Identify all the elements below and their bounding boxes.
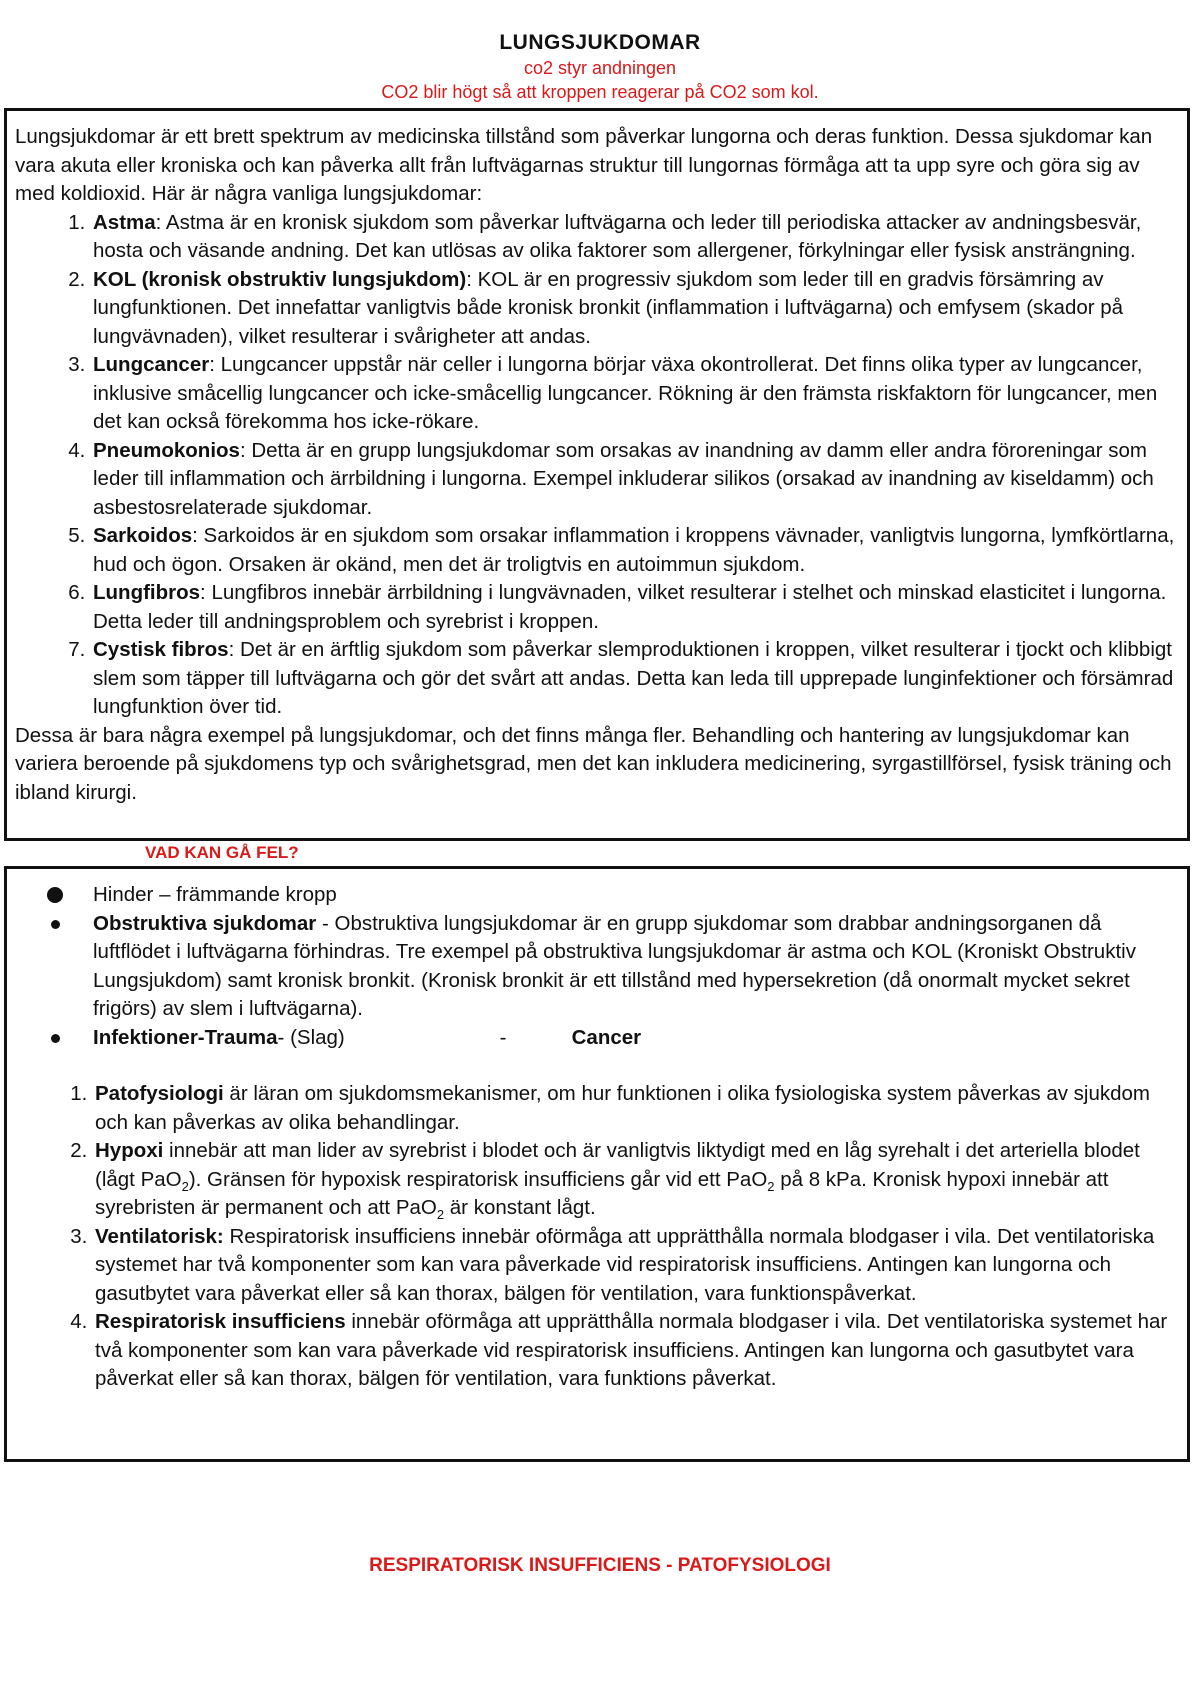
- item-text: Respiratorisk insufficiens innebär oförmåga att upprätthålla normala blodgaser i vila. Det ventilatoriska systemet har två komponenter som kan vara påverkade vid respiratorisk insufficiens. Antingen kan lungorna och gasutbytet vara påverkat eller så kan thorax, bälgen för ventilation, vara funktionspåverkat.: [95, 1224, 1155, 1305]
- bullet-item-categories: [93, 1024, 1179, 1053]
- list-item-patofysiologi: [93, 1080, 1179, 1137]
- item-term: Lungfibros: [93, 581, 201, 604]
- bullet-icon: [51, 1034, 60, 1043]
- list-item: [91, 266, 1179, 352]
- list-item-ventilatorisk: [93, 1223, 1179, 1309]
- item-term: Hypoxi: [95, 1139, 164, 1162]
- item-text: är läran om sjukdomsmekanismer, om hur funktionen i olika fysiologiska system påverkas av sjukdom och kan påverkas av olika behandlingar.: [95, 1082, 1151, 1134]
- document-header: [0, 30, 1200, 104]
- list-item: [91, 579, 1179, 636]
- subtitle-note-1: co2 styr andningen: [523, 58, 677, 78]
- item-text: : Det är en ärftlig sjukdom som påverkar slemproduktionen i kroppen, vilket resulterar i tjockt och klibbigt slem som täpper till luftvägarna och gör det svårt att andas. Detta kan leda till upprepade lunginfektioner och försämrad lungfunktion över tid.: [93, 638, 1174, 718]
- bullet-item-obstruktiva: [93, 910, 1179, 1024]
- list-item: [91, 437, 1179, 523]
- item-text: : Lungcancer uppstår när celler i lungorna börjar växa okontrollerat. Det finns olika typer av lungcancer, inklusive småcellig lungcancer och icke-småcellig lungcancer. Rökning är den främsta riskfaktorn för lungcancer, men det kan också förekomma hos icke-rökare.: [93, 353, 1158, 433]
- bullet-icon: [47, 887, 63, 903]
- footer-heading: RESPIRATORISK INSUFFICIENS - PATOFYSIOLOGI: [369, 1555, 831, 1576]
- item-term: Cystisk fibros: [93, 638, 229, 661]
- section-heading-vad-kan-ga-fel: VAD KAN GÅ FEL?: [145, 843, 299, 862]
- subtitle-note-2: CO2 blir högt så att kroppen reagerar på CO2 som kol.: [381, 82, 819, 102]
- item-text: : KOL är en progressiv sjukdom som leder till en gradvis försämring av lungfunktionen. Det innefattar vanligtvis både kronisk bronkit (inflammation i luftvägarna) och emfysem (skador på lungvävnaden), vilket resulterar i svårigheter att andas.: [93, 267, 1124, 348]
- intro-paragraph: Lungsjukdomar är ett brett spektrum av medicinska tillstånd som påverkar lungorna och deras funktion. Dessa sjukdomar kan vara akuta eller kroniska och kan påverka allt från luftvägarnas struktur till lungornas förmåga att ta upp syre och göra sig av med koldioxid. Här är några vanliga lungsjukdomar:: [15, 125, 1153, 205]
- item-term: Respiratorisk insufficiens: [95, 1310, 346, 1333]
- category-cancer: Cancer: [571, 1025, 642, 1049]
- item-text: : Astma är en kronisk sjukdom som påverkar luftvägarna och leder till periodiska attacker av andningsbesvär, hosta och väsande andning. Det kan utlösas av olika faktorer som allergener, förkylningar eller fysisk ansträngning.: [93, 210, 1142, 262]
- bullet-icon: [51, 920, 60, 929]
- item-term: Lungcancer: [93, 353, 210, 376]
- item-term: Astma: [93, 210, 156, 234]
- outro-paragraph: Dessa är bara några exempel på lungsjukdomar, och det finns många fler. Behandling och hantering av lungsjukdomar kan variera beroende på sjukdomens typ och svårighetsgrad, men det kan inkludera medicinering, syrgastillförsel, fysisk träning och ibland kirurgi.: [15, 723, 1172, 804]
- separator: -: [499, 1025, 507, 1049]
- bullet-text: Hinder – främmande kropp: [93, 883, 337, 906]
- item-text: är konstant lågt.: [444, 1196, 596, 1219]
- list-item: [91, 522, 1179, 579]
- list-item-hypoxi: [93, 1137, 1179, 1223]
- category-trauma-note: - (Slag): [277, 1025, 345, 1049]
- item-text: innebär oförmåga att upprätthålla normala blodgaser i vila. Det ventilatoriska systemet har två komponenter som kan vara påverkade vid respiratorisk insufficiens. Antingen kan lungorna och gasutbytet vara påverkat eller så kan thorax, bälgen för ventilation, vara funktions påverkat.: [95, 1310, 1168, 1390]
- what-can-go-wrong-box: [4, 866, 1190, 1462]
- item-text: ). Gränsen för hypoxisk respiratorisk insufficiens går vid ett PaO: [188, 1167, 768, 1191]
- bullet-list: [15, 881, 1179, 1052]
- category-trauma-wrap: [205, 1024, 500, 1053]
- item-text: : Lungfibros innebär ärrbildning i lungvävnaden, vilket resulterar i stelhet och minskad elasticitet i lungorna. Detta leder till andningsproblem och syrebrist i kroppen.: [93, 581, 1167, 633]
- bullet-term: Obstruktiva sjukdomar: [93, 911, 317, 935]
- item-text: : Sarkoidos är en sjukdom som orsakar inflammation i kroppens vävnader, vanligtvis lungorna, lymfkörtlarna, hud och ögon. Orsaken är okänd, men det är troligtvis en autoimmun sjukdom.: [93, 524, 1175, 576]
- item-term: Patofysiologi: [95, 1082, 224, 1105]
- category-infektioner: Infektioner: [93, 1025, 198, 1049]
- spacer: [15, 1052, 1179, 1080]
- item-text: på 8 kPa. Kronisk hypoxi innebär att syrebristen är permanent och att PaO: [95, 1167, 1109, 1219]
- list-item: [91, 209, 1179, 266]
- item-term: Ventilatorisk:: [95, 1224, 224, 1248]
- lung-diseases-box: [4, 108, 1190, 841]
- bullet-text: - Obstruktiva lungsjukdomar är en grupp sjukdomar som drabbar andningsorganen då luftflödet i luftvägarna förhindras. Tre exempel på obstruktiva lungsjukdomar är astma och KOL (Kroniskt Obstruktiv Lungsjukdom) samt kronisk bronkit. (Kronisk bronkit är ett tillstånd med hypersekretion (då onormalt mycket sekret frigörs) av slem i luftvägarna).: [93, 911, 1136, 1020]
- list-item: [91, 351, 1179, 437]
- item-term: Sarkoidos: [93, 524, 193, 547]
- disease-list: [15, 209, 1179, 722]
- subscript: 2: [436, 1207, 445, 1223]
- separator: -: [197, 1025, 205, 1049]
- category-trauma: Trauma: [204, 1025, 278, 1049]
- bullet-item-hinder: [93, 881, 1179, 910]
- item-term: KOL (kronisk obstruktiv lungsjukdom): [93, 267, 467, 291]
- item-term: Pneumokonios: [93, 438, 240, 462]
- subscript: 2: [181, 1178, 189, 1194]
- subscript: 2: [767, 1178, 775, 1194]
- list-item: [91, 636, 1179, 722]
- patho-list: [15, 1080, 1179, 1394]
- item-text: innebär att man lider av syrebrist i blodet och är vanligtvis liktydigt med en låg syrehalt i det arteriella blodet (lågt PaO: [95, 1139, 1140, 1191]
- page-title: LUNGSJUKDOMAR: [499, 31, 701, 54]
- list-item-respiratorisk-insufficiens: [93, 1308, 1179, 1394]
- item-text: : Detta är en grupp lungsjukdomar som orsakas av inandning av damm eller andra föroreningar som leder till inflammation och ärrbildning i lungorna. Exempel inkluderar silikos (orsakad av inandning av kiseldamm) och asbestosrelaterade sjukdomar.: [93, 438, 1154, 519]
